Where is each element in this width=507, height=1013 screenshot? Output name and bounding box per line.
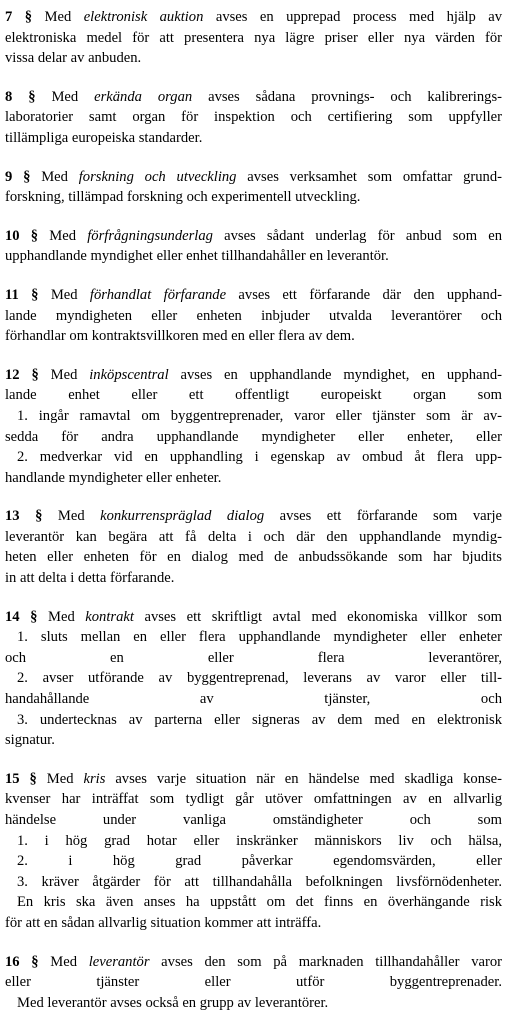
text-segment: forskning, tillämpad forskning och experimentell utveckling. bbox=[5, 189, 361, 206]
text-line bbox=[5, 226, 502, 247]
text-line bbox=[5, 952, 502, 973]
text-line bbox=[5, 627, 502, 648]
section-number: 15 § bbox=[5, 770, 37, 787]
section-paragraph bbox=[5, 7, 502, 69]
section-paragraph bbox=[5, 226, 502, 267]
text-line bbox=[5, 447, 502, 468]
defined-term: forskning och utveckling bbox=[78, 168, 237, 185]
text-segment: avses en upprepad process med hjälp av bbox=[203, 9, 503, 25]
text-line bbox=[5, 167, 502, 188]
section-number: 16 § bbox=[5, 953, 39, 970]
section-number: 14 § bbox=[5, 608, 38, 625]
text-line bbox=[5, 993, 502, 1013]
text-line bbox=[5, 710, 502, 731]
defined-term: kontrakt bbox=[85, 608, 134, 625]
text-line bbox=[5, 527, 502, 548]
text-segment: Med bbox=[49, 227, 88, 244]
section-number: 12 § bbox=[5, 366, 39, 383]
text-segment: in att delta i detta förfarande. bbox=[5, 570, 175, 587]
text-line bbox=[5, 689, 502, 710]
text-segment: elektroniska medel för att presentera nya lägre priser eller nya värden för bbox=[5, 29, 502, 46]
section-paragraph bbox=[5, 167, 502, 208]
text-line bbox=[5, 668, 502, 689]
text-segment: 1. sluts mellan en eller flera upphandlande myndigheter eller enheter bbox=[17, 629, 502, 646]
text-line bbox=[5, 87, 502, 108]
text-segment: leverantör kan begära att få delta i och där den upphandlande myndig- bbox=[5, 528, 502, 545]
text-segment: avses den som på marknaden tillhandahåller varor bbox=[149, 953, 502, 970]
text-segment: laboratorier samt organ för inspektion och certifiering som uppfyller bbox=[5, 109, 502, 126]
text-segment: och en eller flera leverantörer, bbox=[5, 649, 502, 666]
text-line bbox=[5, 810, 502, 831]
text-segment: vissa delar av anbuden. bbox=[5, 50, 142, 67]
section-number: 10 § bbox=[5, 227, 39, 244]
section-number: 8 § bbox=[5, 88, 36, 105]
text-segment: upphandlande myndighet eller enhet tillhandahåller en leverantör. bbox=[5, 248, 389, 265]
text-line bbox=[5, 365, 502, 386]
text-segment: Med bbox=[41, 168, 79, 185]
text-segment: för att en sådan allvarlig situation kommer att inträffa. bbox=[5, 914, 322, 931]
text-segment: sedda för andra upphandlande myndigheter eller enheter, eller bbox=[5, 428, 502, 445]
text-segment: Med bbox=[50, 953, 89, 970]
text-segment: avses en upphandlande myndighet, en upphand- bbox=[168, 366, 502, 383]
text-segment: Med bbox=[50, 366, 90, 383]
text-line bbox=[5, 789, 502, 810]
text-segment: signatur. bbox=[5, 732, 55, 749]
text-segment: förhandlar om kontraktsvillkoren med en eller flera av dem. bbox=[5, 328, 355, 345]
section-number: 9 § bbox=[5, 168, 31, 185]
text-line bbox=[5, 306, 502, 327]
text-line bbox=[5, 851, 502, 872]
text-segment: 1. ingår ramavtal om byggentreprenader, varor eller tjänster som är av- bbox=[17, 407, 502, 424]
text-segment: 2. avser utförande av byggentreprenad, leverans av varor eller till- bbox=[17, 670, 502, 687]
defined-term: kris bbox=[83, 770, 106, 787]
text-segment: 3. undertecknas av parterna eller signeras av dem med en elektronisk bbox=[17, 711, 502, 728]
text-line bbox=[5, 28, 502, 49]
text-segment: En kris ska även anses ha uppstått om det finns en överhängande risk bbox=[17, 894, 502, 911]
section-paragraph bbox=[5, 285, 502, 347]
text-line bbox=[5, 506, 502, 527]
defined-term: förfrågningsunderlag bbox=[87, 227, 213, 244]
text-segment: avses varje situation när en händelse med skadliga konse- bbox=[105, 770, 503, 787]
text-segment: eller tjänster eller utför byggentreprenader. bbox=[5, 974, 502, 991]
text-segment: Med bbox=[51, 88, 95, 105]
text-segment: handlande myndigheter eller enheter. bbox=[5, 469, 222, 486]
text-segment: kvenser har inträffat som tydligt går utöver omfattningen av en allvarlig bbox=[5, 791, 502, 808]
text-segment: lande enhet eller ett offentligt europeiskt organ som bbox=[5, 387, 502, 404]
defined-term: erkända organ bbox=[94, 88, 193, 105]
text-line bbox=[5, 568, 502, 589]
text-segment: Med leverantör avses också en grupp av leverantörer. bbox=[17, 994, 329, 1011]
section-number: 7 § bbox=[5, 9, 33, 25]
defined-term: inköpscentral bbox=[89, 366, 169, 383]
defined-term: konkurrenspräglad dialog bbox=[100, 508, 265, 525]
text-line bbox=[5, 326, 502, 347]
text-line bbox=[5, 285, 502, 306]
text-segment: händelse under vanliga omständigheter och som bbox=[5, 812, 502, 828]
text-segment: avses sådant underlag för anbud som en bbox=[212, 227, 503, 244]
text-segment: Med bbox=[44, 9, 84, 25]
text-line bbox=[5, 48, 502, 69]
text-segment: avses ett förfarande där den upphand- bbox=[226, 286, 502, 303]
text-line bbox=[5, 406, 502, 427]
section-paragraph bbox=[5, 769, 502, 934]
section-paragraph bbox=[5, 365, 502, 489]
text-segment: avses verksamhet som omfattar grund- bbox=[236, 168, 502, 185]
text-line bbox=[5, 769, 502, 790]
defined-term: leverantör bbox=[88, 953, 150, 970]
text-segment: handahållande av tjänster, och bbox=[5, 691, 502, 708]
text-segment: 3. kräver åtgärder för att tillhandahålla befolkningen livsförnödenheter. bbox=[17, 873, 502, 890]
text-line bbox=[5, 872, 502, 893]
section-number: 11 § bbox=[5, 286, 39, 303]
section-paragraph bbox=[5, 607, 502, 751]
text-segment: lande myndigheten eller enheten inbjuder utvalda leverantörer och bbox=[5, 307, 502, 324]
text-segment: Med bbox=[57, 508, 101, 525]
text-line bbox=[5, 385, 502, 406]
defined-term: förhandlat förfarande bbox=[89, 286, 227, 303]
text-line bbox=[5, 730, 502, 751]
text-line bbox=[5, 187, 502, 208]
text-line bbox=[5, 468, 502, 489]
text-line bbox=[5, 246, 502, 267]
text-line bbox=[5, 831, 502, 852]
text-segment: heten eller enheten för en dialog med de anbudssökande som har bjudits bbox=[5, 549, 502, 566]
text-segment: tillämpliga europeiska standarder. bbox=[5, 129, 203, 146]
text-line bbox=[5, 547, 502, 568]
section-paragraph bbox=[5, 87, 502, 149]
text-segment: Med bbox=[50, 286, 90, 303]
text-segment: Med bbox=[46, 770, 84, 787]
text-segment: Med bbox=[47, 608, 86, 625]
text-segment: 1. i hög grad hotar eller inskränker människors liv och hälsa, bbox=[17, 832, 502, 849]
text-line bbox=[5, 972, 502, 993]
text-segment: avses sådana provnings- och kalibrerings- bbox=[192, 88, 502, 105]
text-segment: avses ett förfarande som varje bbox=[264, 508, 503, 525]
section-number: 13 § bbox=[5, 508, 43, 525]
text-line bbox=[5, 427, 502, 448]
text-line bbox=[5, 892, 502, 913]
text-line bbox=[5, 648, 502, 669]
text-line bbox=[5, 128, 502, 149]
text-segment: 2. i hög grad påverkar egendomsvärden, eller bbox=[17, 853, 502, 870]
defined-term: elektronisk auktion bbox=[83, 9, 204, 25]
section-paragraph bbox=[5, 506, 502, 588]
text-line bbox=[5, 913, 502, 934]
section-paragraph bbox=[5, 952, 502, 1013]
text-line bbox=[5, 607, 502, 628]
text-segment: 2. medverkar vid en upphandling i egenskap av ombud åt flera upp- bbox=[17, 449, 502, 466]
text-line bbox=[5, 7, 502, 28]
text-line bbox=[5, 107, 502, 128]
text-segment: avses ett skriftligt avtal med ekonomiska villkor som bbox=[133, 608, 502, 625]
